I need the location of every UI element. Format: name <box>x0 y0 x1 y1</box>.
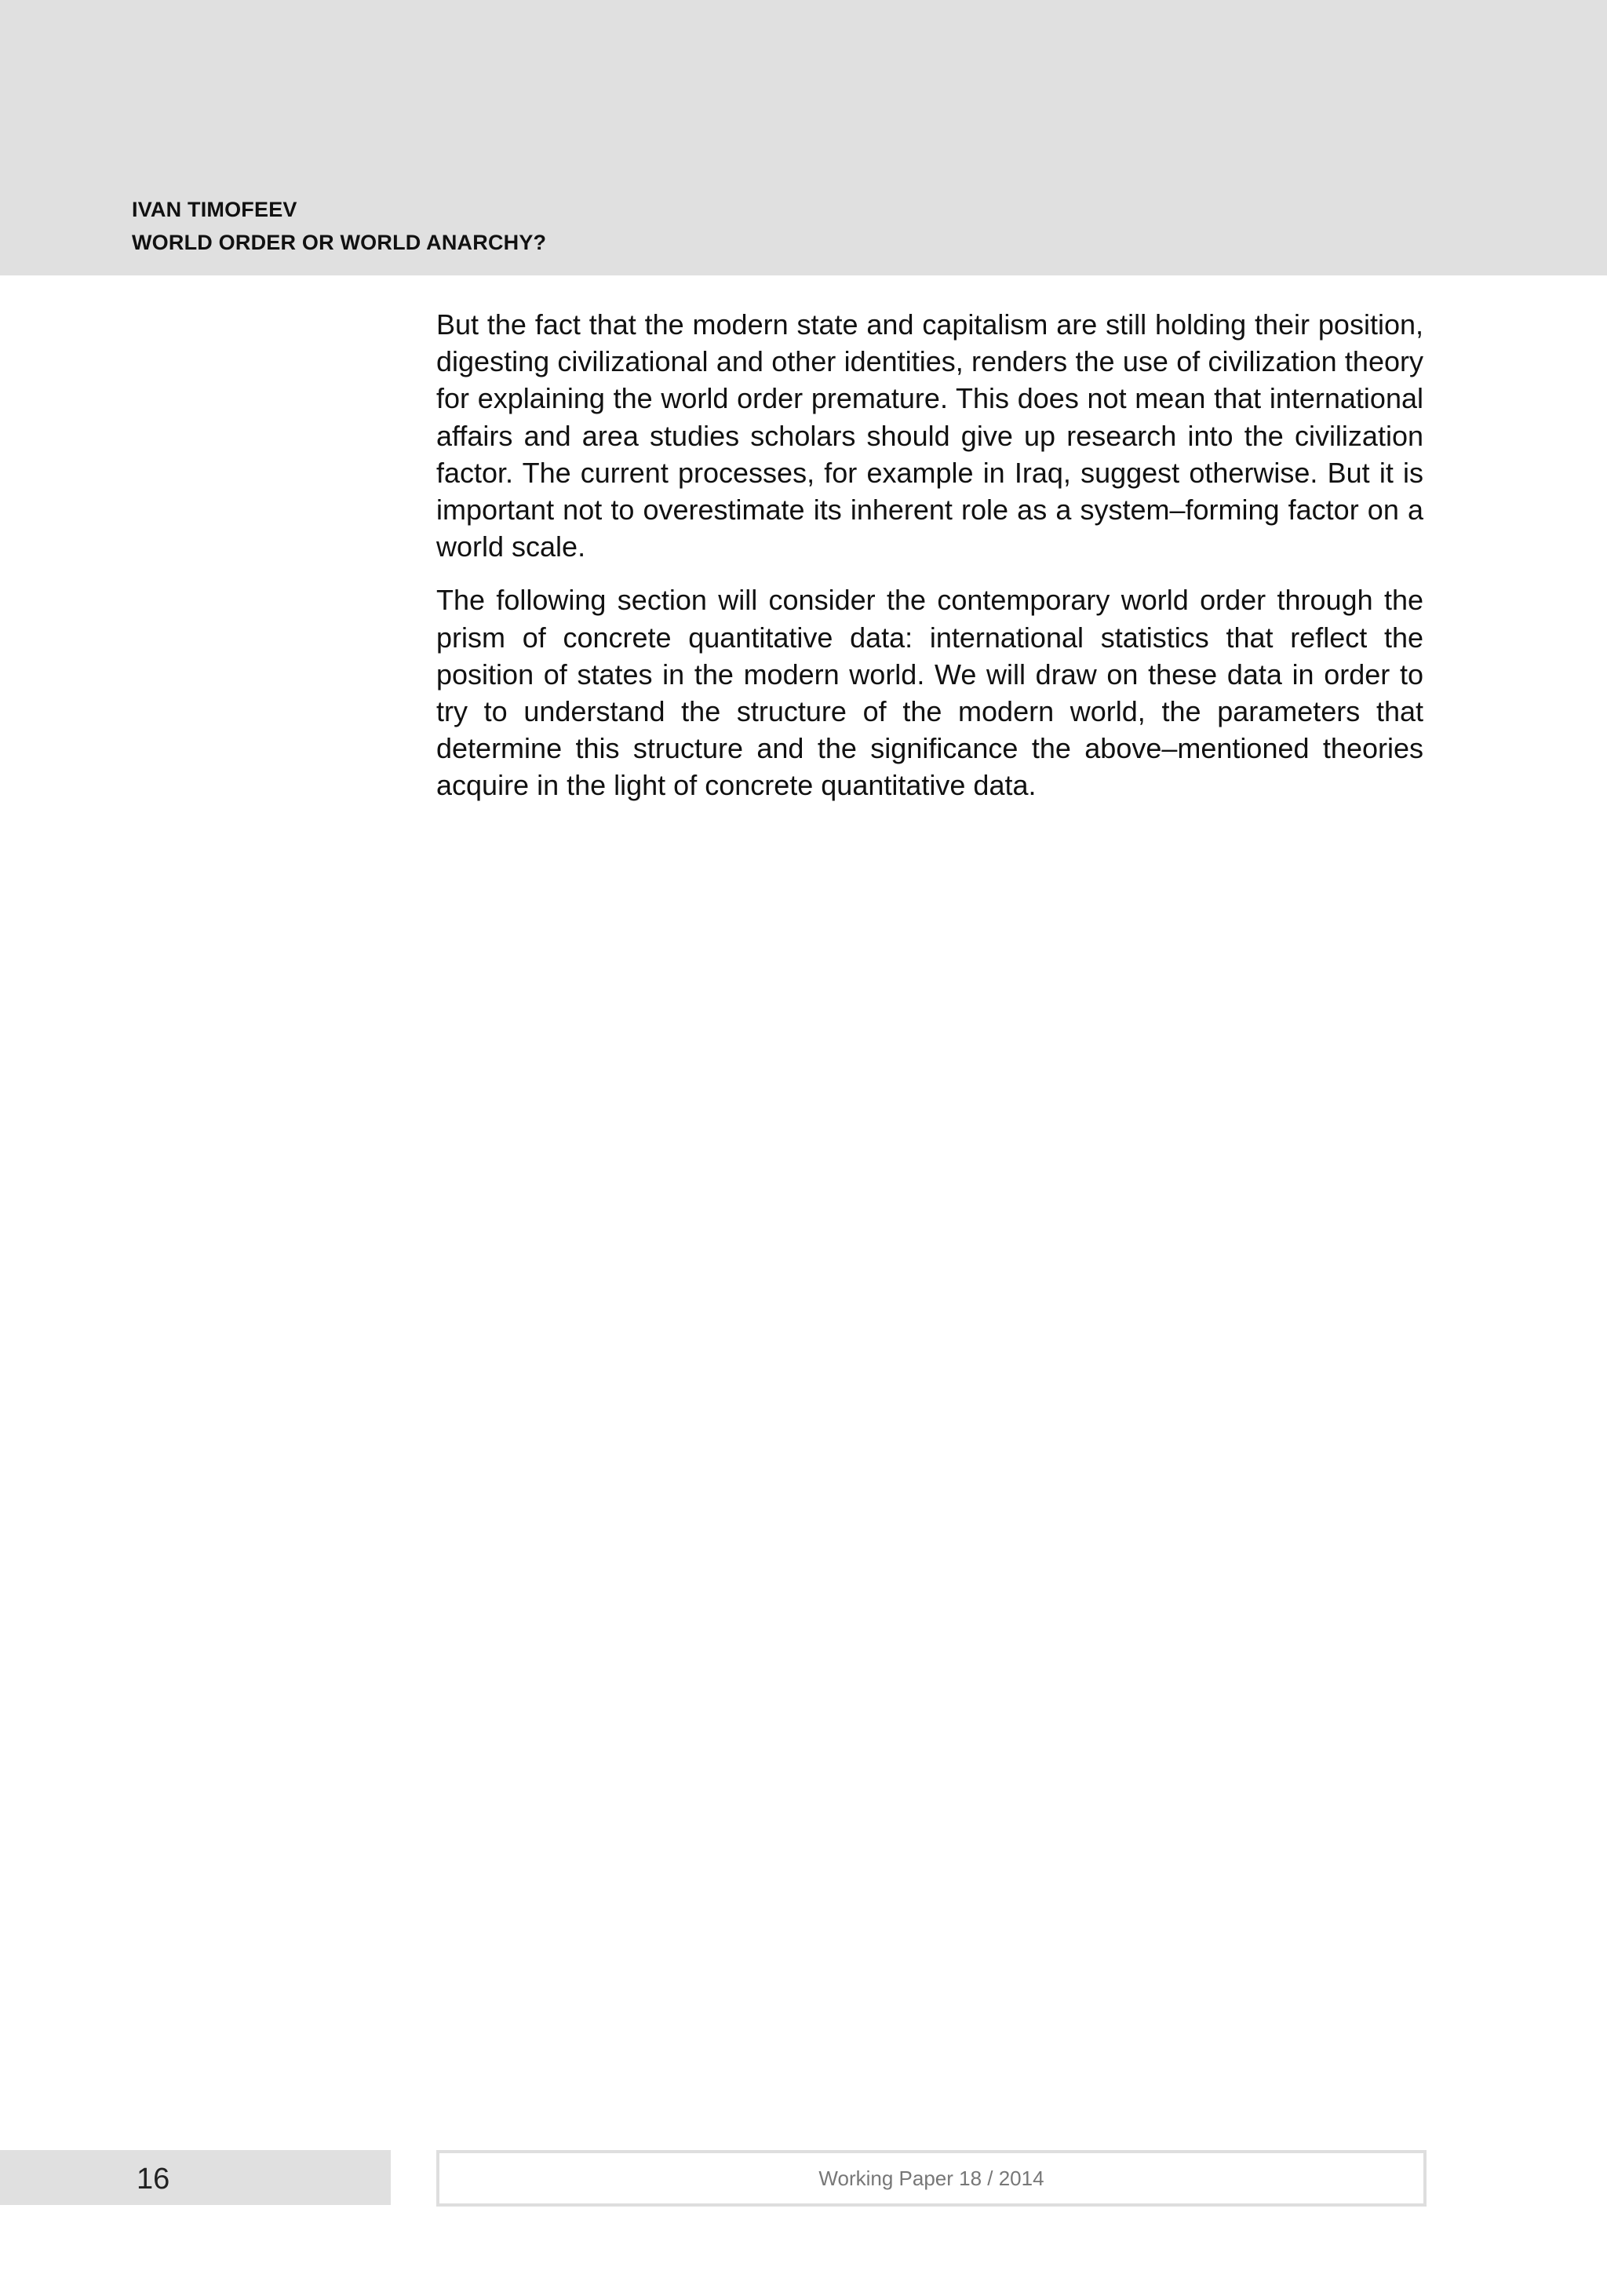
header-author: IVAN TIMOFEEV <box>132 198 297 221</box>
paragraph: But the fact that the modern state and capitalism are still holding their position, digesting civilizational and other identities, renders the use of civilization theory for explaining the world order premature. This does not mean that international affairs and area studies scholars should give up research into the civilization factor. The current processes, for example in Iraq, suggest otherwise. But it is important not to overestimate its inherent role as a system–forming factor on a world scale. <box>436 308 1423 563</box>
footer-series-label: Working Paper 18 / 2014 <box>818 2167 1044 2190</box>
page-number: 16 <box>137 2163 170 2196</box>
paragraph: The following section will consider the contemporary world order through the prism of concrete quantitative data: international statistics that reflect the position of states in the modern world. We will draw on these data in order to try to understand the structure of the modern world, the parameters that determine this structure and the significance the above–mentioned theories acquire in the light of concrete quantitative data. <box>436 584 1423 802</box>
running-header <box>132 193 546 259</box>
footer-box <box>436 2150 1427 2207</box>
header-title: WORLD ORDER OR WORLD ANARCHY? <box>132 231 547 254</box>
page-number-band <box>0 2150 391 2205</box>
main-text <box>436 306 1423 821</box>
